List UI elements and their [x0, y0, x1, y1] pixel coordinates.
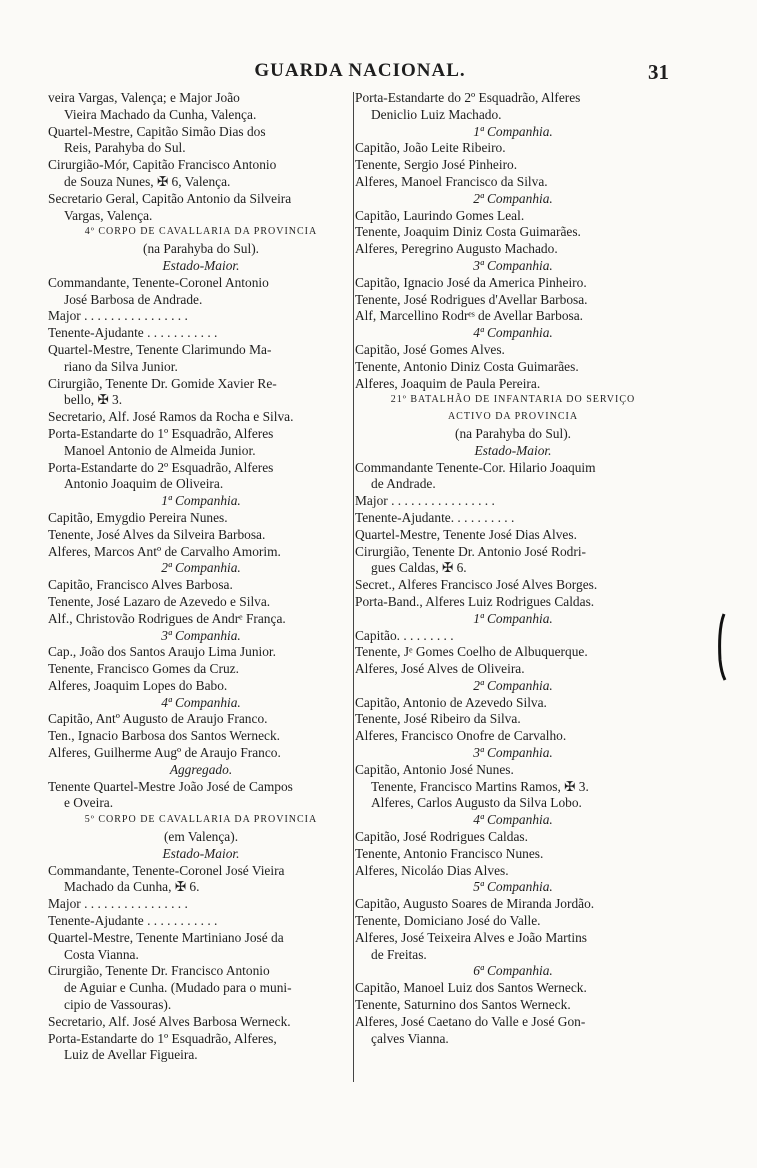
left-column-line: Costa Vianna. — [64, 946, 139, 962]
left-column — [48, 90, 354, 1064]
right-column-line: Tenente, Francisco Martins Ramos, ✠ 3. — [371, 778, 589, 794]
right-column-line: Tenente, José Rodrigues d'Avellar Barbosa. — [355, 291, 588, 307]
right-column-line: 2ª Companhia. — [473, 677, 553, 693]
left-column-line: Antonio Joaquim de Oliveira. — [64, 476, 224, 492]
right-column-line: Alferes, José Teixeira Alves e João Martins — [355, 929, 587, 945]
right-column-line: Porta-Band., Alferes Luiz Rodrigues Caldas. — [355, 593, 595, 609]
left-column-line: 4º CORPO DE CAVALLARIA DA PROVINCIA — [84, 226, 318, 238]
left-column-line: Cap., João dos Santos Araujo Lima Junior. — [48, 644, 276, 660]
left-column-line: riano da Silva Junior. — [64, 358, 178, 374]
left-column-line: 3ª Companhia. — [161, 627, 241, 643]
right-column-line: 4ª Companhia. — [473, 812, 553, 828]
left-column-line: (na Parahyba do Sul). — [142, 241, 260, 257]
left-column-line: bello, ✠ 3. — [64, 392, 123, 408]
margin-mark — [716, 612, 728, 682]
left-column-line: Tenente Quartel-Mestre João José de Campos — [48, 778, 293, 794]
right-column-line: Alferes, Nicoláo Dias Alves. — [355, 862, 509, 878]
right-column-line: Alferes, José Alves de Oliveira. — [355, 661, 525, 677]
right-column-line: ACTIVO DA PROVINCIA — [447, 411, 579, 423]
right-column-line: 21º BATALHÃO DE INFANTARIA DO SERVIÇO — [390, 394, 636, 406]
left-column-line: Tenente, Francisco Gomes da Cruz. — [48, 661, 239, 677]
left-column-line: e Oveira. — [64, 795, 114, 811]
left-column-line: Tenente-Ajudante . . . . . . . . . . . — [48, 325, 218, 341]
left-column-line: Commandante, Tenente-Coronel José Vieira — [48, 862, 285, 878]
right-column-line: 1ª Companhia. — [473, 123, 553, 139]
left-column-line: Machado da Cunha, ✠ 6. — [64, 879, 200, 895]
right-column-line: Capitão, Manoel Luiz dos Santos Werneck. — [355, 980, 587, 996]
left-column-line: Tenente, José Alves da Silveira Barbosa. — [48, 526, 266, 542]
right-column-line: Commandante Tenente-Cor. Hilario Joaquim — [355, 459, 596, 475]
left-column-line: Alferes, Marcos Antº de Carvalho Amorim. — [48, 543, 281, 559]
right-column-line: Tenente, Antonio Diniz Costa Guimarães. — [355, 358, 579, 374]
right-column-line: 1ª Companhia. — [473, 610, 553, 626]
left-column-line: (em Valença). — [163, 829, 239, 845]
right-column-line: Estado-Maior. — [474, 442, 552, 458]
left-column-line: Estado-Maior. — [162, 257, 240, 273]
left-column-line: Secretario, Alf. José Alves Barbosa Werneck. — [48, 1013, 291, 1029]
left-column-line: de Aguiar e Cunha. (Mudado para o muni- — [64, 980, 292, 996]
right-column-line: 2ª Companhia. — [473, 190, 553, 206]
right-column-line: Alf, Marcellino Rodrᵉˢ de Avellar Barbosa. — [355, 308, 584, 324]
left-column-line: Cirurgião, Tenente Dr. Francisco Antonio — [48, 963, 270, 979]
left-column-line: Quartel-Mestre, Tenente Martiniano José da — [48, 929, 284, 945]
right-column-line: 3ª Companhia. — [473, 745, 553, 761]
right-column-line: 3ª Companhia. — [473, 257, 553, 273]
right-column-line: Tenente, Domiciano José do Valle. — [355, 913, 541, 929]
right-column-line: gues Caldas, ✠ 6. — [371, 560, 467, 576]
left-column-line: cipio de Vassouras). — [64, 997, 172, 1013]
left-column-line: Alferes, Joaquim Lopes do Babo. — [48, 677, 228, 693]
right-column-line: 6ª Companhia. — [473, 963, 553, 979]
left-column-line: de Souza Nunes, ✠ 6, Valença. — [64, 173, 231, 189]
left-column-line: Tenente, José Lazaro de Azevedo e Silva. — [48, 593, 271, 609]
left-column-line: Luiz de Avellar Figueira. — [64, 1047, 198, 1063]
right-column-line: Capitão, Laurindo Gomes Leal. — [355, 207, 525, 223]
right-column-line: Alferes, Manoel Francisco da Silva. — [355, 173, 548, 189]
right-column-line: Tenente, Sergio José Pinheiro. — [355, 157, 518, 173]
left-column-line: Capitão, Francisco Alves Barbosa. — [48, 577, 233, 593]
right-column-line: Capitão, João Leite Ribeiro. — [355, 140, 506, 156]
right-column-line: 4ª Companhia. — [473, 325, 553, 341]
running-title: GUARDA NACIONAL. — [254, 60, 466, 81]
left-column-line: Alf., Christovão Rodrigues de Andrᵉ França. — [48, 610, 286, 626]
right-column-line: (na Parahyba do Sul). — [454, 425, 572, 441]
left-column-line: Secretario Geral, Capitão Antonio da Silveira — [48, 190, 292, 206]
right-column-line: Secret., Alferes Francisco José Alves Borges. — [355, 577, 598, 593]
left-column-line: veira Vargas, Valença; e Major João — [48, 90, 240, 105]
left-column-line: Reis, Parahyba do Sul. — [64, 140, 186, 156]
left-column-line: Alferes, Guilherme Augº de Araujo Franco. — [48, 745, 281, 761]
right-column-line: Porta-Estandarte do 2º Esquadrão, Alferes — [355, 90, 581, 105]
right-column-line: Deniclio Luiz Machado. — [371, 106, 502, 122]
right-column-line: Tenente, José Ribeiro da Silva. — [355, 711, 521, 727]
page-header — [40, 60, 680, 86]
right-column-line: de Andrade. — [371, 476, 436, 492]
left-column-line: Porta-Estandarte do 1º Esquadrão, Alferes, — [48, 1030, 277, 1046]
left-column-line: Cirurgião, Tenente Dr. Gomide Xavier Re- — [48, 375, 277, 391]
left-column-line: 1ª Companhia. — [161, 493, 241, 509]
left-column-line: Vargas, Valença. — [64, 207, 153, 223]
right-column-line: Alferes, Joaquim de Paula Pereira. — [355, 375, 541, 391]
right-column-line: Quartel-Mestre, Tenente José Dias Alves. — [355, 526, 577, 542]
left-column-line: 2ª Companhia. — [161, 560, 241, 576]
right-column-line: Capitão, Augusto Soares de Miranda Jordão. — [355, 896, 595, 912]
right-column-line: Capitão, José Rodrigues Caldas. — [355, 829, 528, 845]
right-column-line: Capitão, José Gomes Alves. — [355, 341, 505, 357]
left-column-line: Major . . . . . . . . . . . . . . . . — [48, 896, 188, 912]
right-column-line: Tenente, Saturnino dos Santos Werneck. — [355, 997, 571, 1013]
left-column-line: Estado-Maior. — [162, 845, 240, 861]
right-column-line: de Freitas. — [371, 946, 427, 962]
left-column-line: Porta-Estandarte do 1º Esquadrão, Alferes — [48, 425, 274, 441]
right-column — [355, 90, 671, 1047]
right-column-line: Tenente, Antonio Francisco Nunes. — [355, 845, 544, 861]
left-column-line: José Barbosa de Andrade. — [64, 291, 203, 307]
right-column-line: Tenente-Ajudante. . . . . . . . . . — [355, 509, 515, 525]
left-column-line: Aggregado. — [169, 761, 233, 777]
left-column-line: Capitão, Antº Augusto de Araujo Franco. — [48, 711, 268, 727]
right-column-line: Tenente, Joaquim Diniz Costa Guimarães. — [355, 224, 581, 240]
left-column-line: Major . . . . . . . . . . . . . . . . — [48, 308, 188, 324]
page-number: 31 — [648, 60, 669, 84]
right-column-line: Tenente, Jᵉ Gomes Coelho de Albuquerque. — [355, 644, 588, 660]
right-column-line: Alferes, Carlos Augusto da Silva Lobo. — [371, 795, 582, 811]
right-column-line: Cirurgião, Tenente Dr. Antonio José Rodri- — [355, 543, 587, 559]
left-column-line: Capitão, Emygdio Pereira Nunes. — [48, 509, 228, 525]
left-column-line: Commandante, Tenente-Coronel Antonio — [48, 274, 269, 290]
right-column-line: Capitão, Antonio de Azevedo Silva. — [355, 694, 547, 710]
left-column-line: Cirurgião-Mór, Capitão Francisco Antonio — [48, 157, 277, 173]
left-column-line: Manoel Antonio de Almeida Junior. — [64, 442, 256, 458]
left-column-line: Quartel-Mestre, Tenente Clarimundo Ma- — [48, 341, 272, 357]
right-column-line: Alferes, Francisco Onofre de Carvalho. — [355, 728, 567, 744]
left-column-line: Ten., Ignacio Barbosa dos Santos Werneck. — [48, 728, 281, 744]
left-column-line: Tenente-Ajudante . . . . . . . . . . . — [48, 913, 218, 929]
right-column-line: çalves Vianna. — [371, 1030, 449, 1046]
left-column-line: Secretario, Alf. José Ramos da Rocha e Silva. — [48, 409, 294, 425]
column-divider — [353, 92, 354, 1082]
left-column-line: Porta-Estandarte do 2º Esquadrão, Alferes — [48, 459, 274, 475]
right-column-line: Alferes, José Caetano do Valle e José Gon- — [355, 1013, 586, 1029]
right-column-line: 5ª Companhia. — [473, 879, 553, 895]
right-column-line: Major . . . . . . . . . . . . . . . . — [355, 493, 495, 509]
left-column-line: 4ª Companhia. — [161, 694, 241, 710]
right-column-line: Alferes, Peregrino Augusto Machado. — [355, 241, 558, 257]
left-column-line: Quartel-Mestre, Capitão Simão Dias dos — [48, 123, 266, 139]
right-column-line: Capitão, Antonio José Nunes. — [355, 761, 514, 777]
left-column-line: Vieira Machado da Cunha, Valença. — [64, 106, 257, 122]
right-column-line: Capitão, Ignacio José da America Pinheiro. — [355, 274, 587, 290]
left-column-line: 5º CORPO DE CAVALLARIA DA PROVINCIA — [84, 814, 318, 826]
right-column-line: Capitão. . . . . . . . . — [355, 627, 454, 643]
